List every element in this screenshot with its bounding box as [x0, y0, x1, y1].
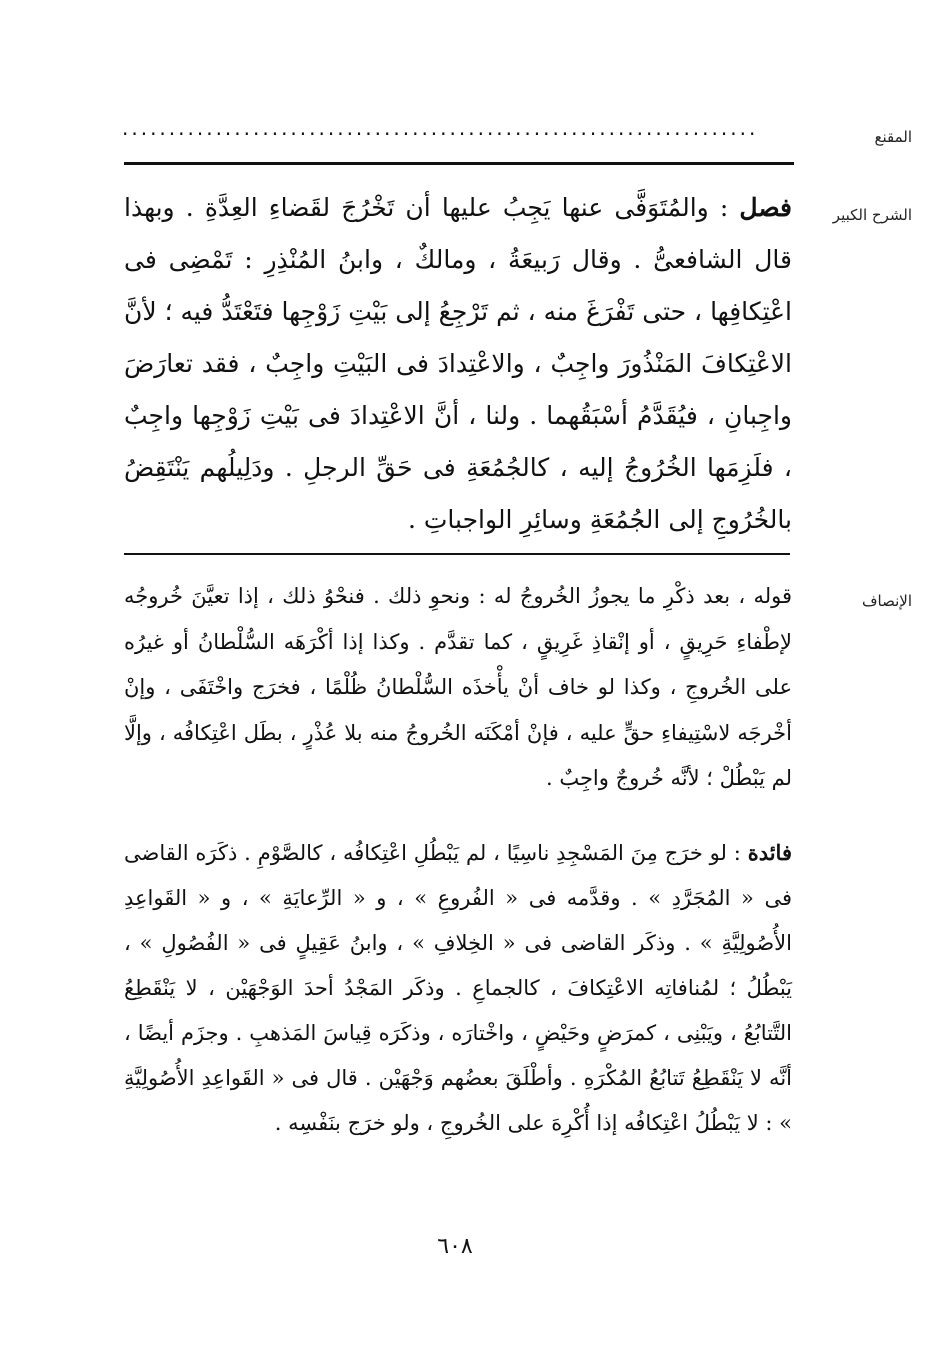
header-rule: [124, 162, 794, 165]
header-book-title: المقنع: [874, 128, 912, 146]
faida-paragraph: [124, 830, 792, 1146]
insaf-section-label: الإنصاف: [861, 592, 912, 610]
page-number: ٦٠٨: [437, 1234, 473, 1259]
sharh-paragraph: [124, 182, 792, 546]
faida-lead-word: فائدة: [747, 840, 792, 865]
section-divider: [124, 553, 790, 555]
sharh-section-label: الشرح الكبير: [832, 206, 912, 224]
insaf-text: قوله ، بعد ذكْرِ ما يجوزُ الخُروجُ له : ونحوِ ذلك . فنحْوُ ذلك ، إذا تعيَّنَ خُروجُه لإطْفاءِ حَرِيقٍ ، أو إنْقاذِ غَرِيقٍ ، كما تقدَّم . وكذا إذا أكْرَهَه السُّلْطانُ أو غيرُه على الخُروجِ ، وكذا لو خاف أنْ يأْخذَه السُّلْطانُ ظُلْمًا ، فخرَج واخْتَفَى ، وإنْ أخْرجَه لاسْتِيفاءِ حقٍّ عليه ، فإنْ أمْكَنَه الخُروجُ منه بلا عُذْرٍ ، بطَل اعْتِكافُه ، وإلَّا لم يَبْطُلْ ؛ لأنَّه خُروجٌ واجِبٌ .: [124, 584, 792, 790]
insaf-paragraph: [124, 574, 792, 802]
sharh-lead-word: فصل: [739, 193, 792, 222]
sharh-text: : والمُتَوَفَّى عنها يَجِبُ عليها أن تَخْرُجَ لقَضاءِ العِدَّةِ . وبهذا قال الشافعىُّ . وقال رَبيعَةُ ، ومالكٌ ، وابنُ المُنْذِرِ : تَمْضِى فى اعْتِكافِها ، حتى تَفْرَغَ منه ، ثم تَرْجِعُ إلى بَيْتِ زَوْجِها فتَعْتَدُّ فيه ؛ لأنَّ الاعْتِكافَ المَنْذُورَ واجِبٌ ، والاعْتِدادَ فى البَيْتِ واجِبٌ ، فقد تعارَضَ واجِبانِ ، فيُقَدَّمُ أسْبَقُهما . ولنا ، أنَّ الاعْتِدادَ فى بَيْتِ زَوْجِها واجِبٌ ، فلَزِمَها الخُرُوجُ إليه ، كالجُمُعَةِ فى حَقِّ الرجلِ . ودَلِيلُهم يَنْتَقِضُ بالخُرُوجِ إلى الجُمُعَةِ وسائِرِ الواجباتِ .: [124, 193, 792, 534]
faida-text: : لو خرَج مِنَ المَسْجِدِ ناسِيًا ، لم يَبْطُلِ اعْتِكافُه ، كالصَّوْمِ . ذكَرَه القاضى فى « المُجَرَّدِ » . وقدَّمه فى « الفُروعِ » ، و « الرِّعايَةِ » ، و « القَواعِدِ الأُصُولِيَّةِ » . وذكَر القاضى فى « الخِلافِ » ، وابنُ عَقِيلٍ فى « الفُصُولِ » ، يَبْطُلُ ؛ لمُنافاتِه الاعْتِكافَ ، كالجماعِ . وذكَر المَجْدُ أحدَ الوَجْهَيْن ، لا يَنْقَطِعُ التَّتابُعُ ، ويَبْنِى ، كمرَضٍ وحَيْضٍ ، واخْتارَه ، وذكَرَه قِياسَ المَذهبِ . وجزَم أيضًا ، أنَّه لا يَنْقَطِعُ تَتابُعُ المُكْرَهِ . وأطْلَقَ بعضُهم وَجْهَيْن . قال فى « القَواعِدِ الأُصُولِيَّةِ » : لا يَبْطُلُ اعْتِكافُه إذا أُكْرِهَ على الخُروجِ ، ولو خرَج بنَفْسِه .: [124, 841, 792, 1135]
header-dotted-leader: ....................................................................: [122, 118, 759, 138]
